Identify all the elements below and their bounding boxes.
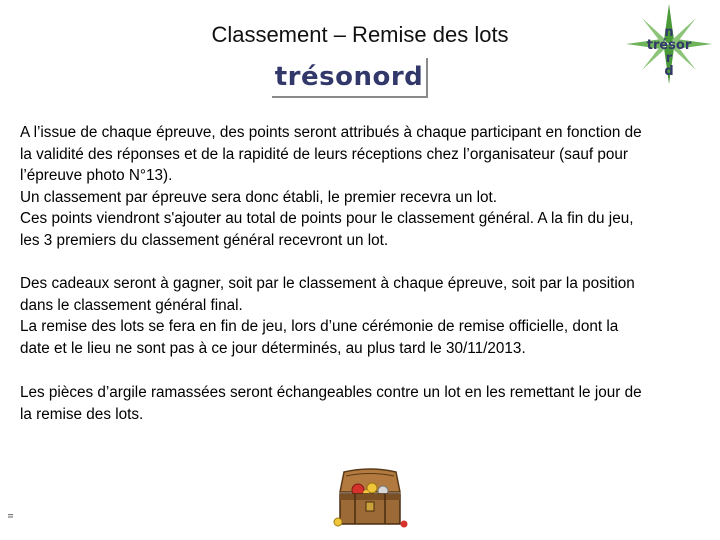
logo-banner-text: trésonord bbox=[274, 62, 424, 92]
text-line: la validité des réponses et de la rapidité de leurs réceptions chez l’organisateur (sauf pour bbox=[20, 145, 628, 163]
text-line: dans le classement général final. bbox=[20, 296, 243, 314]
slide-marker bbox=[8, 514, 13, 518]
compass-logo-icon bbox=[622, 4, 716, 84]
compass-letter-d: d bbox=[664, 64, 674, 79]
paragraph-clay-pieces bbox=[20, 382, 700, 425]
text-line: Ces points viendront s'ajouter au total de points pour le classement général. A la fin du jeu, bbox=[20, 210, 634, 227]
text-line: les 3 premiers du classement général recevront un lot. bbox=[20, 231, 389, 249]
text-line: Les pièces d’argile ramassées seront échangeables contre un lot en les remettant le jour de bbox=[20, 384, 642, 401]
text-line: Un classement par épreuve sera donc établi, le premier recevra un lot. bbox=[20, 188, 497, 206]
text-line: Des cadeaux seront à gagner, soit par le classement à chaque épreuve, soit par la position bbox=[20, 275, 635, 292]
paragraph-scoring bbox=[20, 122, 700, 251]
compass-letter-r: r bbox=[665, 51, 673, 66]
compass-letter-n: n bbox=[664, 25, 674, 40]
text-line: La remise des lots se fera en fin de jeu, lors d’une cérémonie de remise officielle, dont la bbox=[20, 318, 619, 335]
tresonord-logo-banner bbox=[272, 58, 428, 98]
slide-title: Classement – Remise des lots bbox=[211, 22, 509, 47]
paragraph-prizes bbox=[20, 273, 700, 359]
text-line: la remise des lots. bbox=[20, 405, 144, 423]
text-line: l’épreuve photo N°13). bbox=[20, 167, 173, 184]
text-line: A l’issue de chaque épreuve, des points seront attribués à chaque participant en fonction de bbox=[20, 124, 642, 141]
treasure-chest-icon bbox=[330, 466, 410, 530]
text-line: date et le lieu ne sont pas à ce jour déterminés, au plus tard le 30/11/2013. bbox=[20, 339, 526, 357]
compass-word-tresor: trésor bbox=[646, 38, 692, 53]
